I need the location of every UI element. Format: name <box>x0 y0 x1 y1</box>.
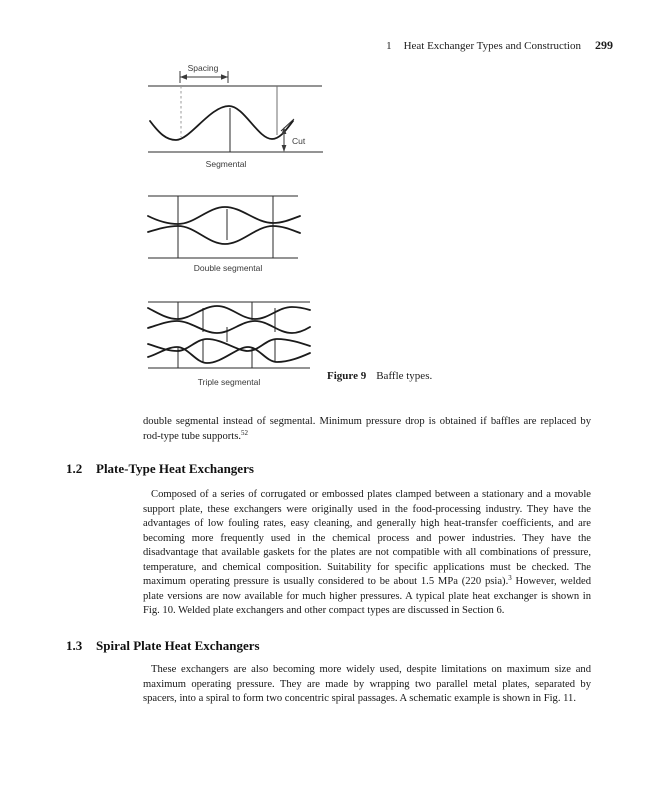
flow-wave-4 <box>148 347 310 363</box>
flow-wave-2 <box>148 321 310 333</box>
arrowhead-left-icon <box>180 74 187 79</box>
paragraph-text: These exchangers are also becoming more widely used, despite limitations on maximum size and maximum operating pressure. They are made by wrapping two parallel metal plates, separated by spacers, into a spiral to form two concentric spiral passages. A schematic example is shown in Fig. 11. <box>143 664 591 704</box>
triple-segmental-label: Triple segmental <box>197 377 261 387</box>
section-title: Spiral Plate Heat Exchangers <box>96 638 260 653</box>
section-number: 1.2 <box>66 461 83 476</box>
page-number: 299 <box>595 38 613 52</box>
spacing-label: Spacing <box>187 63 219 73</box>
double-segmental-label: Double segmental <box>193 263 263 273</box>
running-head <box>0 38 613 53</box>
diagram-triple-segmental <box>148 302 310 387</box>
section-title: Plate-Type Heat Exchangers <box>96 461 254 476</box>
chapter-title: Heat Exchanger Types and Construction <box>403 40 581 52</box>
flow-wave-upper <box>148 207 300 224</box>
figure-9-baffle-types <box>145 58 615 398</box>
diagram-double-segmental <box>148 196 300 273</box>
figure-caption-text: Baffle types. <box>376 370 433 382</box>
paragraph-text: Composed of a series of corrugated or embossed plates clamped between a stationary and a movable support plate, these exchangers were originally used in the food-processing industry. They have the advantages of low fouling rates, easy cleaning, and generally high heat-transfer coefficients, and are becoming more frequently used in the chemical process and power industries. They have the disadvantage that available gaskets for the plates are not compatible with all combinations of pressure, temperature, and chemical composition. Suitability for specific applications must be checked. The maximum operating pressure is usually considered to be about 1.5 MPa (220 psia). <box>143 489 591 587</box>
section-heading-1-3 <box>66 638 260 654</box>
diagram-segmental <box>148 63 323 169</box>
figure-caption-tag: Figure 9 <box>327 370 367 382</box>
cut-arrowhead-bottom-icon <box>282 145 287 152</box>
segmental-label: Segmental <box>205 159 247 169</box>
paragraph-spiral-plate <box>143 663 591 707</box>
footnote-reference: 52 <box>240 428 248 437</box>
paragraph-plate-type <box>143 488 591 619</box>
footnote-reference: 3 <box>508 574 512 582</box>
flow-wave-1 <box>148 306 310 319</box>
flow-wave-lower <box>148 226 300 244</box>
baffle-diagrams-svg <box>145 58 615 398</box>
chapter-number: 1 <box>386 40 392 52</box>
cut-label: Cut <box>292 136 306 146</box>
flow-wave-3 <box>148 339 310 351</box>
section-number: 1.3 <box>66 638 83 653</box>
figure-caption <box>327 370 432 382</box>
section-heading-1-2 <box>66 461 254 477</box>
arrowhead-right-icon <box>221 74 228 79</box>
paragraph-text: double segmental instead of segmental. Minimum pressure drop is obtained if baffles are replaced by rod-type tube supports. <box>143 416 591 442</box>
paragraph-text: However, welded plate versions are now available for much higher pressures. A typical plate heat exchanger is shown in Fig. 10. Welded plate exchangers and other compact types are discussed in Section 6. <box>143 576 591 616</box>
paragraph-baffles-continuation <box>143 415 591 444</box>
flow-wave <box>150 106 293 140</box>
